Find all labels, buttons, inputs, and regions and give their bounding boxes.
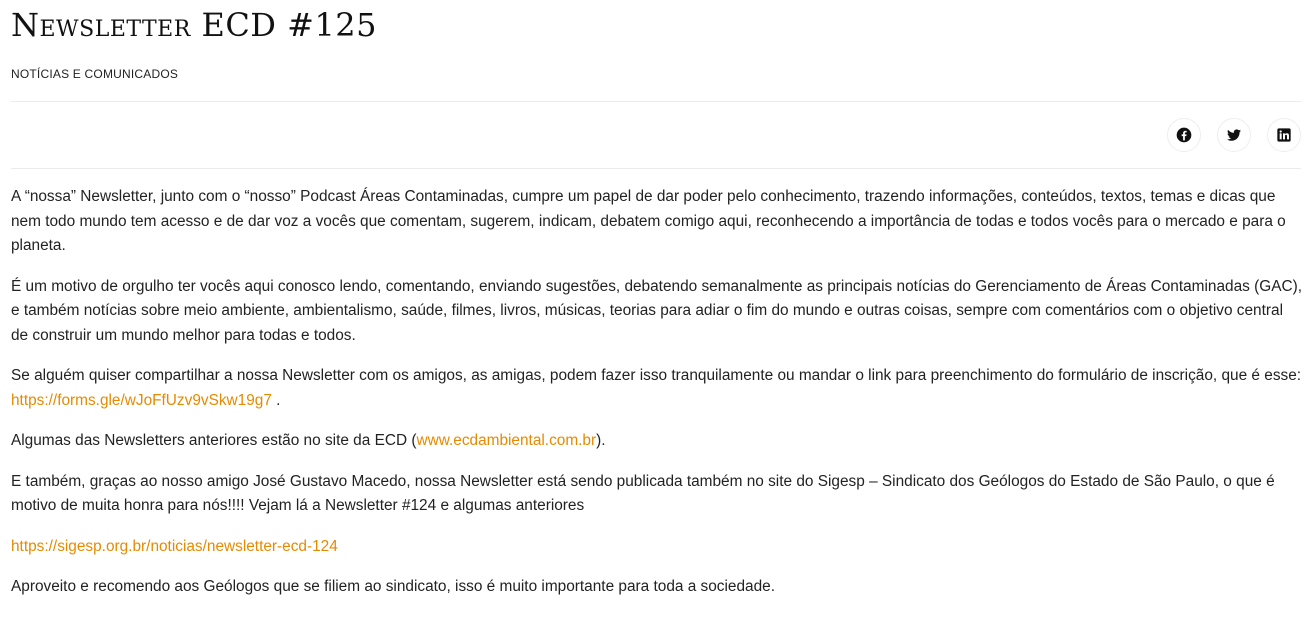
linkedin-icon <box>1276 127 1292 143</box>
divider-top <box>11 101 1301 102</box>
paragraph-pride: É um motivo de orgulho ter vocês aqui conosco lendo, comentando, enviando sugestões, debatendo semanalmente as principais notícias do Gerenciamento de Áreas Contaminadas (GAC), e também notícias sobre meio ambiente, ambientalismo, saúde, filmes, livros, músicas, teorias para adiar o fim do mundo e outras coisas, sempre com comentários com o objetivo central de construir um mundo melhor para todas e todos. <box>11 277 1302 344</box>
share-linkedin-button[interactable] <box>1267 118 1301 152</box>
share-twitter-button[interactable] <box>1217 118 1251 152</box>
article-body <box>11 185 1303 616</box>
share-buttons <box>1167 118 1301 152</box>
divider-bottom <box>11 168 1301 169</box>
sigesp-newsletter-link[interactable]: https://sigesp.org.br/noticias/newsletter-ecd-124 <box>11 537 338 555</box>
share-facebook-button[interactable] <box>1167 118 1201 152</box>
ecd-site-link[interactable]: www.ecdambiental.com.br <box>416 432 597 449</box>
twitter-icon <box>1226 127 1242 143</box>
share-text: Se alguém quiser compartilhar a nossa Newsletter com os amigos, as amigas, podem fazer isso tranquilamente ou mandar o link para preenchimento do formulário de inscrição, que é esse: <box>11 367 1302 384</box>
signup-form-link[interactable]: https://forms.gle/wJoFfUzv9vSkw19g7 <box>11 391 272 409</box>
category-link[interactable]: NOTÍCIAS E COMUNICADOS <box>11 67 179 81</box>
paragraph-previous <box>11 429 1303 454</box>
paragraph-share <box>11 364 1303 413</box>
share-text-end: . <box>271 391 281 409</box>
facebook-icon <box>1176 127 1192 143</box>
previous-text-end: ). <box>596 432 606 449</box>
previous-text: Algumas das Newsletters anteriores estão no site da ECD ( <box>11 432 417 449</box>
paragraph-intro: A “nossa” Newsletter, junto com o “nosso” Podcast Áreas Contaminadas, cumpre um papel de dar poder pelo conhecimento, trazendo informações, conteúdos, textos, temas e dicas que nem todo mundo tem acesso e de dar voz a vocês que comentam, sugerem, indicam, debatem comigo aqui, reconhecendo a importância de todas e todos vocês para o mercado e para o planeta. <box>11 188 1286 254</box>
paragraph-recommend: Aproveito e recomendo aos Geólogos que se filiem ao sindicato, isso é muito importante para toda a sociedade. <box>11 578 775 595</box>
paragraph-sigesp-link <box>11 535 1303 560</box>
page-title: Newsletter ECD #125 <box>11 6 378 44</box>
paragraph-sigesp: E também, graças ao nosso amigo José Gustavo Macedo, nossa Newsletter está sendo publicada também no site do Sigesp – Sindicato dos Geólogos do Estado de São Paulo, o que é motivo de muita honra para nós!!!! Vejam lá a Newsletter #124 e algumas anteriores <box>11 472 1275 514</box>
